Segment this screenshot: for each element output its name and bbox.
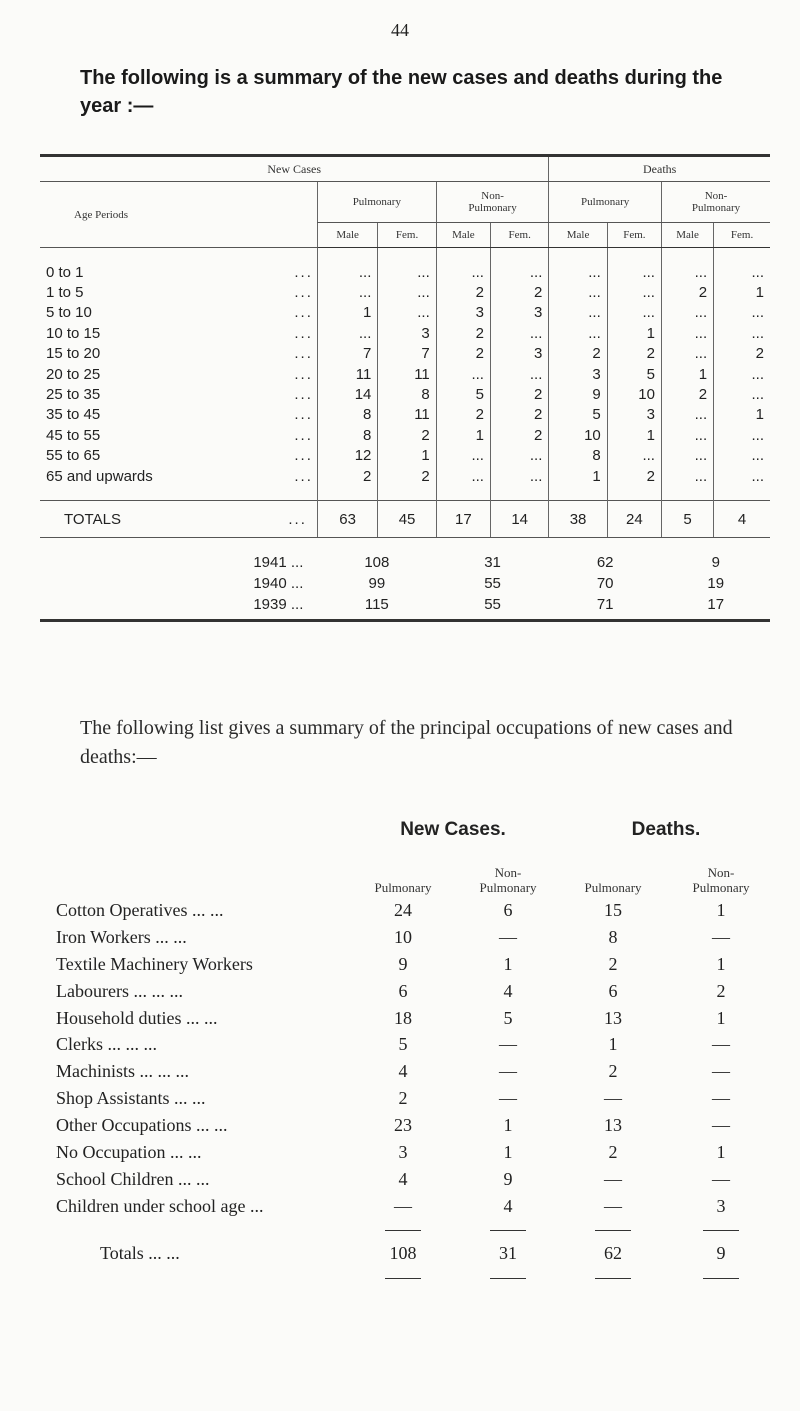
age-label: 35 to 45 (46, 406, 101, 424)
value-cell: 9 (503, 1168, 513, 1189)
value-cell: 13 (604, 1115, 622, 1136)
value-cell: 2 (608, 953, 618, 974)
header-new-cases: New Cases. (400, 819, 506, 840)
value-cell: 1 (714, 282, 770, 302)
value-cell: 2 (549, 344, 607, 364)
age-cell (40, 248, 317, 283)
year-value: 62 (596, 553, 614, 571)
value-cell: 1 (317, 303, 377, 323)
value-cell: 2 (378, 466, 436, 501)
age-label: 0 to 1 (46, 263, 84, 281)
year-value: 115 (364, 595, 389, 613)
table-row (56, 951, 774, 978)
header-male: Male (549, 223, 607, 248)
value-cell: 1 (378, 446, 436, 466)
page-number: 44 (391, 20, 409, 40)
age-label: 55 to 65 (46, 447, 101, 465)
table-row (40, 323, 770, 343)
header-deaths: Deaths. (631, 819, 701, 840)
age-cell (40, 425, 317, 445)
value-cell: ... (714, 466, 770, 501)
value-cell: — (712, 1061, 730, 1082)
value-cell: 9 (549, 384, 607, 404)
value-cell: 13 (604, 1007, 622, 1028)
value-cell: 2 (607, 344, 661, 364)
rule-row (56, 1268, 774, 1288)
value-cell: — (604, 1088, 622, 1109)
value-cell: ... (549, 303, 607, 323)
table-row (56, 1005, 774, 1032)
year-label (40, 573, 317, 594)
leader-dots: ... (294, 467, 313, 485)
table-row (56, 1166, 774, 1193)
value-cell: ... (661, 303, 713, 323)
total-cell: 62 (604, 1243, 622, 1264)
value-cell: — (712, 926, 730, 947)
leader-dots: ... (288, 510, 307, 528)
table-row (40, 248, 770, 283)
table-row (56, 1112, 774, 1139)
value-cell: 1 (716, 953, 726, 974)
value-cell: 2 (716, 980, 726, 1001)
value-cell: 1 (608, 1034, 618, 1055)
value-cell: 14 (317, 384, 377, 404)
value-cell: 24 (394, 899, 412, 920)
header-fem: Fem. (490, 223, 548, 248)
value-cell: 7 (378, 344, 436, 364)
total-cell: 31 (499, 1243, 517, 1264)
header-fem: Fem. (607, 223, 661, 248)
table-row (40, 364, 770, 384)
totals-label-cell (40, 501, 317, 538)
age-label: 10 to 15 (46, 324, 101, 342)
table-row (56, 1031, 774, 1058)
header-male: Male (317, 223, 377, 248)
value-cell: 4 (503, 980, 513, 1001)
value-cell: 1 (661, 364, 713, 384)
age-cell (40, 282, 317, 302)
leader-dots: ... (294, 406, 313, 424)
value-cell: — (499, 1061, 517, 1082)
table-row (40, 384, 770, 404)
value-cell: 1 (716, 899, 726, 920)
year-value: 70 (596, 574, 614, 592)
age-cell (40, 323, 317, 343)
value-cell: 11 (317, 364, 377, 384)
value-cell: 2 (490, 282, 548, 302)
value-cell: 1 (716, 1141, 726, 1162)
value-cell: ... (436, 466, 490, 501)
value-cell: 5 (398, 1034, 408, 1055)
sum-rule (595, 1230, 631, 1231)
value-cell: 1 (549, 466, 607, 501)
header-fem: Fem. (378, 223, 436, 248)
age-cell (40, 384, 317, 404)
value-cell: 3 (490, 344, 548, 364)
value-cell: 2 (378, 425, 436, 445)
leader-dots: ... (294, 263, 313, 281)
age-cell (40, 364, 317, 384)
value-cell: — (499, 1034, 517, 1055)
value-cell: 8 (378, 384, 436, 404)
value-cell: ... (714, 303, 770, 323)
sum-rule (385, 1278, 421, 1279)
value-cell: 2 (661, 282, 713, 302)
value-cell: 6 (503, 899, 513, 920)
table-row (40, 405, 770, 425)
value-cell: 11 (378, 364, 436, 384)
value-cell: 5 (549, 405, 607, 425)
value-cell: 2 (436, 323, 490, 343)
total-cell: 14 (490, 501, 548, 538)
year-row (40, 552, 770, 573)
value-cell: 2 (436, 344, 490, 364)
value-cell: ... (607, 248, 661, 283)
leader-dots: ... (294, 304, 313, 322)
intro-text: The following is a summary of the new cases and deaths during the year :— (80, 67, 723, 117)
year-value: 55 (484, 595, 501, 613)
value-cell: ... (436, 248, 490, 283)
header-male: Male (436, 223, 490, 248)
year: 1941 (253, 553, 287, 571)
value-cell: 4 (503, 1195, 513, 1216)
value-cell: 8 (549, 446, 607, 466)
value-cell: 11 (378, 405, 436, 425)
value-cell: 6 (608, 980, 618, 1001)
value-cell: 4 (398, 1061, 408, 1082)
value-cell: ... (490, 323, 548, 343)
table-row (56, 1058, 774, 1085)
header-deaths-pulmonary: Pulmonary (584, 880, 642, 895)
occupation-label: Shop Assistants ... ... (56, 1088, 206, 1109)
value-cell: 10 (394, 926, 412, 947)
value-cell: ... (490, 248, 548, 283)
sum-rule (595, 1278, 631, 1279)
value-cell: ... (490, 466, 548, 501)
age-label: 20 to 25 (46, 365, 101, 383)
value-cell: 1 (503, 953, 513, 974)
header-male: Male (661, 223, 713, 248)
value-cell: 12 (317, 446, 377, 466)
year: 1939 (253, 595, 287, 613)
age-cell (40, 405, 317, 425)
value-cell: 2 (490, 425, 548, 445)
table-row (56, 978, 774, 1005)
value-cell: 8 (317, 425, 377, 445)
age-label: 5 to 10 (46, 304, 92, 322)
value-cell: 2 (436, 282, 490, 302)
occupations-table (56, 813, 774, 1288)
value-cell: 3 (490, 303, 548, 323)
total-cell: 63 (317, 501, 377, 538)
year-row (40, 573, 770, 594)
value-cell: 1 (714, 405, 770, 425)
value-cell: ... (490, 446, 548, 466)
year-label (40, 594, 317, 615)
leader-dots: ... (294, 324, 313, 342)
table-row (40, 282, 770, 302)
header-new-pulmonary: Pulmonary (317, 182, 436, 223)
value-cell: ... (714, 384, 770, 404)
value-cell: 15 (604, 899, 622, 920)
value-cell: 18 (394, 1007, 412, 1028)
occupation-label: Textile Machinery Workers (56, 953, 253, 974)
value-cell: ... (549, 323, 607, 343)
year-value: 55 (484, 574, 501, 592)
value-cell: ... (317, 248, 377, 283)
total-cell: 9 (716, 1243, 726, 1264)
value-cell: — (394, 1195, 412, 1216)
value-cell: ... (436, 446, 490, 466)
value-cell: 2 (490, 384, 548, 404)
table-row (56, 924, 774, 951)
value-cell: ... (607, 282, 661, 302)
value-cell: 3 (436, 303, 490, 323)
age-summary-table (40, 154, 770, 622)
leader-dots: ... (294, 426, 313, 444)
age-label: 25 to 35 (46, 386, 101, 404)
year-value: 9 (711, 553, 720, 571)
total-cell: 4 (714, 501, 770, 538)
value-cell: 4 (398, 1168, 408, 1189)
value-cell: — (604, 1168, 622, 1189)
table-row (56, 897, 774, 924)
age-label: 15 to 20 (46, 345, 101, 363)
year-value: 17 (707, 595, 725, 613)
value-cell: 8 (608, 926, 618, 947)
occupation-label: Other Occupations ... ... (56, 1115, 228, 1136)
value-cell: 2 (608, 1141, 618, 1162)
age-label: 45 to 55 (46, 426, 101, 444)
value-cell: ... (661, 446, 713, 466)
leader-dots: ... (290, 574, 304, 592)
age-rows (40, 248, 770, 501)
header-age-periods: Age Periods (40, 182, 317, 248)
occupation-label: Iron Workers ... ... (56, 926, 187, 947)
value-cell: 3 (716, 1195, 726, 1216)
value-cell: 5 (436, 384, 490, 404)
table-row (56, 1139, 774, 1166)
value-cell: ... (607, 303, 661, 323)
value-cell: 2 (608, 1061, 618, 1082)
year-value: 99 (368, 574, 386, 592)
table-row (40, 446, 770, 466)
leader-dots: ... (294, 365, 313, 383)
sum-rule (490, 1230, 526, 1231)
occupation-label: Labourers ... ... ... (56, 980, 183, 1001)
total-cell: 24 (607, 501, 661, 538)
value-cell: 2 (714, 344, 770, 364)
value-cell: ... (661, 248, 713, 283)
value-cell: 9 (398, 953, 408, 974)
value-cell: 23 (394, 1115, 412, 1136)
value-cell: 3 (378, 323, 436, 343)
value-cell: — (499, 1088, 517, 1109)
header-fem: Fem. (714, 223, 770, 248)
header-deaths-non-pulmonary: Non- Pulmonary (661, 182, 770, 223)
totals-label: TOTALS (64, 510, 121, 528)
value-cell: — (712, 1034, 730, 1055)
leader-dots: ... (290, 595, 304, 613)
year-label (40, 552, 317, 573)
rule-row (56, 1220, 774, 1240)
occupation-label: Machinists ... ... ... (56, 1061, 189, 1082)
value-cell: ... (378, 248, 436, 283)
year-value: 31 (484, 553, 501, 571)
value-cell: ... (378, 303, 436, 323)
occupation-label: School Children ... ... (56, 1168, 210, 1189)
header-deaths: Deaths (549, 157, 770, 182)
value-cell: 10 (549, 425, 607, 445)
value-cell: 7 (317, 344, 377, 364)
leader-dots: ... (294, 345, 313, 363)
value-cell: ... (549, 248, 607, 283)
value-cell: 1 (436, 425, 490, 445)
age-cell (40, 466, 317, 501)
occupation-label: Children under school age ... (56, 1195, 264, 1216)
year-value: 108 (364, 553, 390, 571)
value-cell: ... (317, 282, 377, 302)
value-cell: 2 (398, 1088, 408, 1109)
value-cell: 2 (661, 384, 713, 404)
leader-dots: ... (294, 284, 313, 302)
table-row (56, 1193, 774, 1220)
value-cell: — (604, 1195, 622, 1216)
year: 1940 (253, 574, 287, 592)
leader-dots: ... (294, 447, 313, 465)
value-cell: 6 (398, 980, 408, 1001)
value-cell: ... (661, 323, 713, 343)
sum-rule (385, 1230, 421, 1231)
value-cell: 1 (607, 425, 661, 445)
value-cell: 3 (398, 1141, 408, 1162)
total-cell: 108 (389, 1243, 417, 1264)
value-cell: ... (714, 364, 770, 384)
occupation-label: Cotton Operatives ... ... (56, 899, 224, 920)
value-cell: 5 (607, 364, 661, 384)
year-value: 19 (707, 574, 725, 592)
value-cell: — (712, 1088, 730, 1109)
occupation-label: Household duties ... ... (56, 1007, 218, 1028)
value-cell: ... (378, 282, 436, 302)
total-cell: 38 (549, 501, 607, 538)
year-value: 71 (596, 595, 614, 613)
value-cell: 1 (607, 323, 661, 343)
age-label: 1 to 5 (46, 284, 84, 302)
value-cell: ... (490, 364, 548, 384)
sum-rule (703, 1230, 739, 1231)
header-deaths-non-pulmonary: Non- Pulmonary (692, 865, 750, 895)
value-cell: ... (436, 364, 490, 384)
totals-row (56, 1240, 774, 1268)
table-row (40, 303, 770, 323)
occupation-label: No Occupation ... ... (56, 1141, 202, 1162)
value-cell: 1 (716, 1007, 726, 1028)
value-cell: — (499, 926, 517, 947)
age-cell (40, 446, 317, 466)
value-cell: ... (607, 446, 661, 466)
value-cell: 3 (607, 405, 661, 425)
total-cell: 17 (436, 501, 490, 538)
total-cell: 5 (661, 501, 713, 538)
sum-rule (703, 1278, 739, 1279)
value-cell: ... (714, 446, 770, 466)
header-new-non-pulmonary: Non- Pulmonary (479, 865, 537, 895)
header-new-cases: New Cases (40, 157, 549, 182)
age-cell (40, 344, 317, 364)
value-cell: 1 (503, 1141, 513, 1162)
occupation-label: Clerks ... ... ... (56, 1034, 157, 1055)
age-cell (40, 303, 317, 323)
value-cell: — (712, 1168, 730, 1189)
value-cell: 2 (317, 466, 377, 501)
value-cell: ... (317, 323, 377, 343)
totals-row (40, 501, 770, 538)
value-cell: 5 (503, 1007, 513, 1028)
value-cell: 8 (317, 405, 377, 425)
value-cell: — (712, 1115, 730, 1136)
value-cell: 1 (503, 1115, 513, 1136)
value-cell: ... (714, 425, 770, 445)
sum-rule (490, 1278, 526, 1279)
total-cell: 45 (378, 501, 436, 538)
table-row (40, 466, 770, 501)
totals-label: Totals ... ... (100, 1243, 180, 1264)
occupations-intro: The following list gives a summary of the principal occupations of new cases and deaths:— (80, 717, 733, 768)
header-new-non-pulmonary: Non- Pulmonary (436, 182, 549, 223)
value-cell: ... (661, 405, 713, 425)
value-cell: ... (661, 466, 713, 501)
header-new-pulmonary: Pulmonary (374, 880, 432, 895)
value-cell: 10 (607, 384, 661, 404)
age-label: 65 and upwards (46, 467, 153, 485)
value-cell: ... (714, 323, 770, 343)
value-cell: ... (661, 344, 713, 364)
table-row (40, 425, 770, 445)
table-row (40, 344, 770, 364)
value-cell: ... (549, 282, 607, 302)
value-cell: 2 (607, 466, 661, 501)
leader-dots: ... (294, 386, 313, 404)
year-row (40, 594, 770, 615)
leader-dots: ... (290, 553, 304, 571)
value-cell: 3 (549, 364, 607, 384)
value-cell: 2 (436, 405, 490, 425)
value-cell: 2 (490, 405, 548, 425)
header-deaths-pulmonary: Pulmonary (549, 182, 662, 223)
value-cell: ... (714, 248, 770, 283)
table-row (56, 1085, 774, 1112)
value-cell: ... (661, 425, 713, 445)
